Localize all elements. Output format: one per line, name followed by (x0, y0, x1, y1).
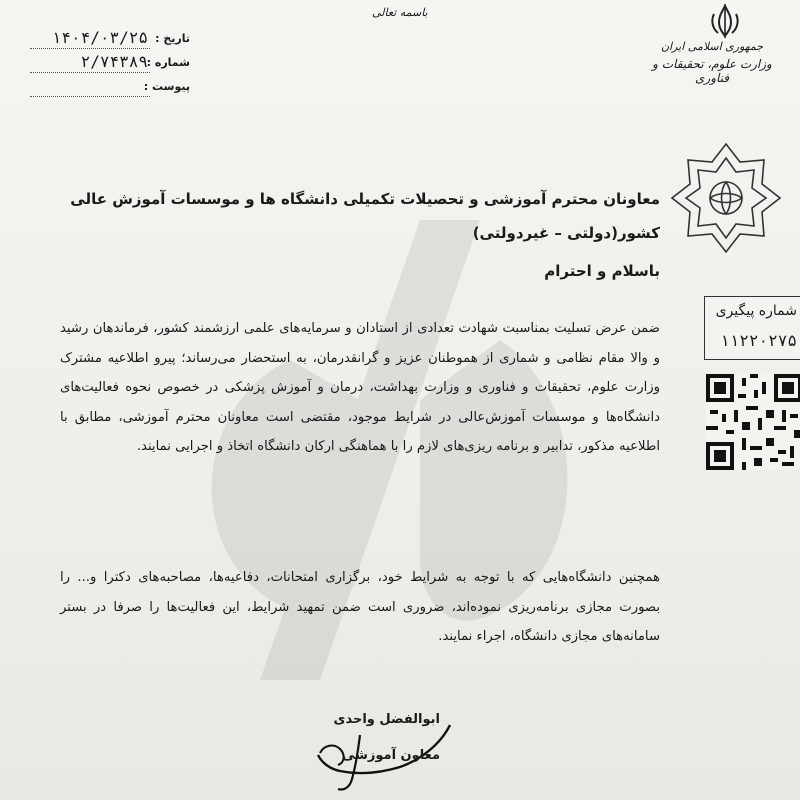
attachment-row (30, 78, 190, 102)
letter-greeting: باسلام و احترام (544, 262, 660, 280)
letter-paragraph-2: همچنین دانشگاه‌هایی که با توجه به شرایط خود، برگزاری امتحانات، دفاعیه‌ها، مصاحبه‌های دکترا و... را بصورت مجازی برنامه‌ریزی نموده‌اند، ضروری است ضمن تمهید شرایط، این فعالیت‌ها را صرفا در بستر سامانه‌های مجازی دانشگاه، اجراء نمایند. (60, 570, 660, 644)
tracking-box (704, 296, 800, 360)
letter-meta (30, 30, 190, 102)
number-label: شماره : (146, 56, 190, 69)
number-value: ۲/۷۴۳۸۹ (80, 52, 148, 71)
date-row (30, 30, 190, 54)
attachment-label: پیوست : (143, 80, 190, 93)
number-row (30, 54, 190, 78)
tracking-number: ۱۱۲۲۰۲۷۵ (719, 331, 797, 350)
ornament-icon (668, 140, 784, 256)
ministry-name (642, 40, 782, 85)
republic-name: جمهوری اسلامی ایران (660, 40, 764, 53)
invocation-text: باسمه تعالی (372, 6, 428, 19)
letter-paragraph-1: ضمن عرض تسلیت بمناسبت شهادت تعدادی از استادان و سرمایه‌های علمی ارزشمند کشور، فرماندهان رشید و والا مقام نظامی و شماری از هموطنان عزیز و گرانقدرمان، به استحضار می‌رساند؛ پیرو اطلاعیه مشترک وزارت علوم، تحقیقات و فناوری و وزارت بهداشت، درمان و آموزش پزشکی در خصوص نحوه فعالیت‌های دانشگاه‌ها و موسسات آموزش‌عالی در شرایط موجود، مقتضی است معاونان محترم آموزشی، مطابق با اطلاعیه مذکور، تدابیر و برنامه ریزی‌های لازم را با هماهنگی ارکان دانشگاه اتخاذ و اجرایی نمایند. (60, 321, 660, 454)
signer-name: ابوالفضل واحدی (333, 712, 440, 727)
ministry-title: وزارت علوم، تحقیقات و فناوری (652, 57, 772, 85)
tracking-label: شماره پیگیری (715, 303, 797, 319)
letter-addressee: معاونان محترم آموزشی و تحصیلات تکمیلی دانشگاه ها و موسسات آموزش عالی کشور(دولتی – غیردولتی) (70, 190, 660, 242)
iran-emblem-icon (705, 2, 745, 42)
date-label: تاریخ : (155, 32, 190, 45)
qr-code[interactable] (706, 374, 800, 470)
signer-title: معاون آموزشی (341, 748, 440, 763)
date-value: ۱۴۰۴/۰۳/۲۵ (51, 28, 148, 47)
